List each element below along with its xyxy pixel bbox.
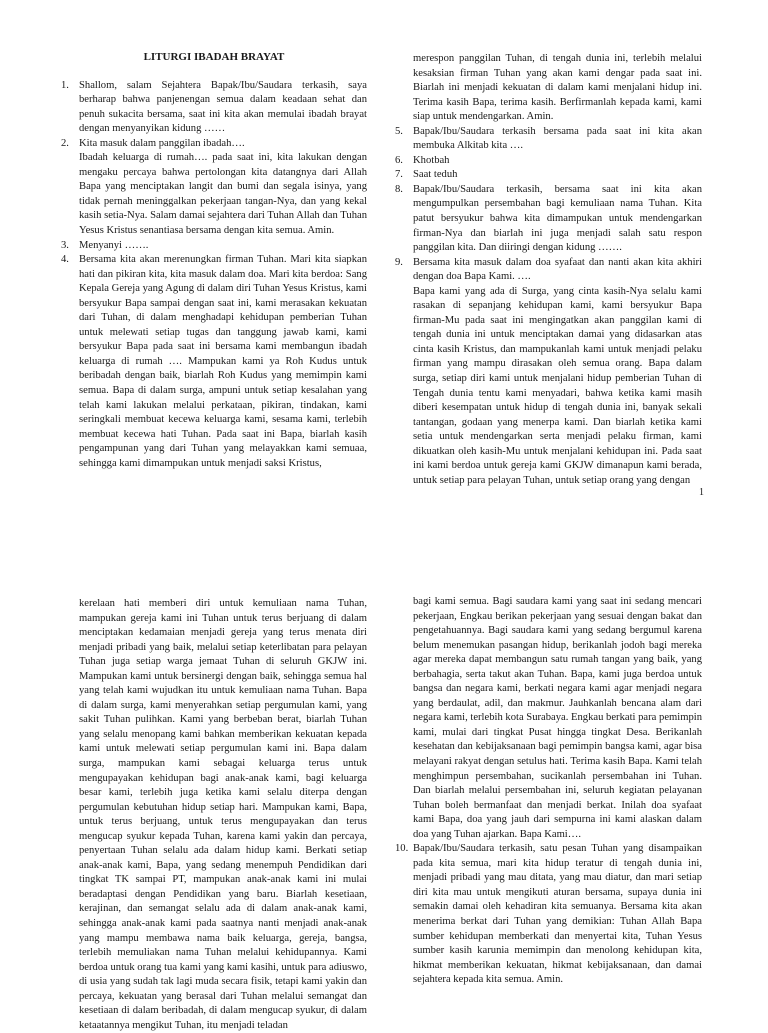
item-number: 10. bbox=[395, 843, 409, 855]
continued-text: bagi kami semua. Bagi saudara kami yang saat ini sedang mencari pekerjaan, Engkau berikan pekerjaan yang sesuai dengan bakat dan pengetahuannya. Bagi saudara kami yang sedang bergumul karena belum menemukan pasangan hidup, berikanlah jodoh bagi mereka agar mereka dapat membangun satu rumah tangan yang baik, yang berbahagia, serta takut akan Tuhan. Bapa, kami juga berdoa untuk bangsa dan negara kami, berkati negara kami agar menjadi negara yang berdaulat, adil, dan makmur. Jauhkanlah bencana alam dari negara kami, terlebih kota Surabaya. Engkau berkati para pemimpin kami, mulai dari tingkat Pusat hingga tingkat Desa. Berikanlah kesehatan dan kebijaksanaan bagi pemimpin bangsa kami, agar bisa melayani rakyat dengan setulus hati. Terima kasih Bapa. Kami telah menghimpun persembahan, sucikanlah persembahan ini Tuhan. Dan biarlah melalui persembahan ini, seluruh kegiatan pelayanan Tuhan boleh bermanfaat dan menjadi berkat. Inilah doa syafaat kami Bapa, doa yang jauh dari sempurna ini kami alaskan dalam doa yang Tuhan ajarkan. Bapa Kami…. bbox=[413, 596, 702, 840]
item-text: Bapak/Ibu/Saudara terkasih, satu pesan Tuhan yang disampaikan pada kita semua, mari kita hidup teratur di tengah dunia ini, menjadi pribadi yang mau ditata, yang mau diatur, dan mari setiap diri kita mau untuk mengikuti aturan bersama, supaya dunia ini semakin damai oleh kehadiran kita semuanya. Bersama kita akan menerima berkat dari Tuhan yang demikian: Tuhan Allah Bapa sumber kehidupan memberkati dan menyertai kita, Tuhan Yesus sumber kasih karunia memimpin dan menolong kehidupan kita, hikmat memberikan kekuatan, hikmat kebijaksanaan, dan damai sejahtera kepada kita semua. Amin. bbox=[413, 843, 702, 986]
item-number: 4. bbox=[61, 254, 69, 266]
item-text: Saat teduh bbox=[413, 169, 458, 181]
document-title: LITURGI IBADAH BRAYAT bbox=[143, 51, 285, 63]
item-text: Bapak/Ibu/Saudara terkasih, bersama saat ini kita akan mengumpulkan persembahan bagi kemuliaan nama Tuhan. Kita patut bersyukur bahwa kita dimampukan untuk mendengarkan firman-Nya dan biarlah ini juga menjadi salah satu respon panggilan kita. Dan diiringi dengan kidung ……. bbox=[413, 183, 702, 254]
document-page-1 bbox=[0, 0, 768, 505]
document-page-2 bbox=[0, 577, 768, 1031]
page-number: 1 bbox=[699, 487, 704, 498]
item-text: Bersama kita akan merenungkan firman Tuhan. Mari kita siapkan hati dan pikiran kita, kita masuk dalam doa. Mari kita berdoa: Sang Kepala Gereja yang Agung di dalam diri Tuhan Yesus Kristus, kami bersyukur Bapa sampai dengan saat ini, kami merasakan kekuatan dari Tuhan, di dalam menghadapi kehidupan pemberian Tuhan untuk melewati setiap tugas dan tanggung jawab kami, kami bersyukur Bapa pada saat ini bersama kami membangun ibadah keluarga di rumah …. Mampukan kami ya Roh Kudus untuk beribadah dengan baik, biarlah Roh Kudus yang memimpin kami semua. Bapa di dalam surga, ampuni untuk setiap kesalahan yang telah kami lakukan melalui perkataan, pikiran, tindakan, kami seringkali membuat kecewa keluarga kami, sesama kami, terlebih membuat kecewa hati Tuhan. Pada saat ini Bapa, biarlah kasih pengampunan yang dari Tuhan yang melayakkan kami semuaa, sehingga kami dimampukan untuk menjadi saksi Kristus, bbox=[79, 254, 367, 469]
liturgy-item-1 bbox=[61, 79, 367, 137]
liturgy-list-left bbox=[61, 79, 367, 472]
item-number: 7. bbox=[395, 169, 403, 181]
liturgy-item-7 bbox=[395, 168, 702, 183]
item-text: Shallom, salam Sejahtera Bapak/Ibu/Saudara terkasih, saya berharap bahwa panjenengan semua dalam keadaan sehat dan penuh sukacita bersama, saat ini kita akan memulai ibadah brayat dengan menyanyikan kidung …… bbox=[79, 79, 367, 135]
liturgy-item-2 bbox=[61, 137, 367, 239]
liturgy-item-8 bbox=[395, 183, 702, 256]
item-text: Bersama kita masuk dalam doa syafaat dan nanti akan kita akhiri dengan doa Bapa Kami. …. bbox=[413, 256, 702, 283]
item-text: Menyanyi ……. bbox=[79, 239, 149, 251]
item-number: 3. bbox=[61, 239, 69, 251]
right-column bbox=[395, 595, 702, 988]
liturgy-item-9 bbox=[395, 256, 702, 489]
continued-text: merespon panggilan Tuhan, di tengah dunia ini, terlebih melalui kesaksian firman Tuhan yang akan kami dengar pada saat ini. Biarlah ini menjadi kekuatan di dalam kami menjalani hidup ini. Terima kasih Bapa, terima kasih. Berfirmanlah kepada kami, kami siap untuk mendengarkan. Amin. bbox=[413, 53, 702, 123]
item-text: Khotbah bbox=[413, 154, 450, 166]
liturgy-item-10 bbox=[395, 842, 702, 987]
liturgy-item-6 bbox=[395, 154, 702, 169]
item-text: Bapa kami yang ada di Surga, yang cinta kasih-Nya selalu kami rasakan di sepanjang kehidupan kami, kami bersyukur Bapa firman-Mu pada saat ini mengingatkan akan panggilan kami di tengah dunia ini untuk menciptakan damai yang didasarkan atas cinta kasih Kristus, dan mampukanlah kami untuk menjadi pelaku firman yang mampu dirasakan oleh semua orang. Bapa dalam surga, setiap diri kami untuk menjalani hidup pemberian Tuhan di Tengah dunia tentu kami menyadari, bahwa ketika kami masih diberi kesempatan untuk hidup di tengah dunia ini, banyak sekali tantangan, godaan yang menerpa kami. Dan biarlah ketika kami setia untuk mendengarkan serta menjadi pelaku firman, kami dikuatkan oleh kasih-Mu untuk menjalani kehidupan ini. Pada saat ini kami berdoa untuk gereja kami GKJW dimanapun kami berada, untuk setiap para pelayan Tuhan, untuk setiap orang yang dengan bbox=[413, 285, 702, 486]
item-number: 5. bbox=[395, 125, 403, 137]
continued-text: kerelaan hati memberi diri untuk kemuliaan nama Tuhan, mampukan gereja kami ini Tuhan untuk terus berjuang di dalam menciptakan kedamaian menjadi gereja yang terus menata diri menjadi pribadi yang baik, melalui setiap keterlibatan para pelayan Tuhan juga setiap warga jemaat Tuhan di seluruh GKJW ini. Mampukan kami untuk bersinergi dengan baik, sehingga semua hal yang telah kami wujudkan itu untuk kemuliaan nama Tuhan. Bapa di dalam surga, kami menyerahkan setiap pergumulan kami, yang sakit Tuhan pulihkan. Kami yang berbeban berat, biarlah Tuhan yang selalu menopang kami bahkan memberikan kekuatan kepada kami untuk melewati setiap pergumulan kami ini. Bapa dalam surga, mampukan kami sebagai keluarga terus untuk mengupayakan kehidupan bagi anak-anak kami, bagi keluarga besar kami, terlebih juga ketika kami selalu diterpa dengan pergumulan kebutuhan hidup setiap hari. Mampukan kami, Bapa, untuk terus berjuang, untuk terus mengupayakan dan terus mengucap syukur kepada Tuhan, karena kami yakin dan percaya, penyertaan Tuhan selalu ada dalam hidup kami. Berkati setiap anak-anak kami, Bapa, yang sedang menempuh Pendidikan dari tingkat TK sampai PT, mampukan anak-anak kami ini mulai beradaptasi dengan Pendidikan yang baru. Biarlah kesetiaan, kerajinan, dan semangat selalu ada di dalam anak-anak kami, sehingga anak-anak kami pada saatnya nanti menjadi anak-anak yang mampu membawa nama baik keluarga, gereja, bangsa, terlebih memuliakan nama Tuhan melalui kehidupannya. Kami berdoa untuk orang tua kami yang kami kasihi, untuk para adiuswo, di usia yang sudah tak lagi muda secara fisik, tetapi kami yakin dan percaya, kekuatan yang berasal dari Tuhan melalui semangat dan kesetiaan di dalam beribadah, di dalam mengucap syukur, di dalam ketaatannya mengikut Tuhan, itu menjadi teladan bbox=[79, 598, 367, 1031]
liturgy-item-5 bbox=[395, 125, 702, 154]
left-column bbox=[61, 50, 367, 471]
item-number: 9. bbox=[395, 256, 403, 268]
liturgy-list-right bbox=[395, 125, 702, 489]
page-gap bbox=[0, 505, 768, 577]
item-number: 2. bbox=[61, 137, 69, 149]
liturgy-item-3 bbox=[61, 239, 367, 254]
item-text: Bapak/Ibu/Saudara terkasih bersama pada saat ini kita akan membuka Alkitab kita …. bbox=[413, 125, 702, 152]
liturgy-item-4 bbox=[61, 253, 367, 471]
item-number: 8. bbox=[395, 183, 403, 195]
right-column bbox=[395, 52, 702, 488]
item-number: 6. bbox=[395, 154, 403, 166]
item-text: Ibadah keluarga di rumah…. pada saat ini, kita lakukan dengan mengaku percaya bahwa pertolongan kita datangnya dari Allah Bapa yang menciptakan langit dan bumi dan segala isinya, yang tidak pernah meninggalkan pekerjaan tangan-Nya, dan yang kekal kasih setia-Nya. Salam damai sejahtera dari Tuhan Allah dan Tuhan Yesus Kristus senantiasa bersama dengan kita semua. Amin. bbox=[79, 152, 367, 237]
liturgy-list-right bbox=[395, 842, 702, 987]
left-column bbox=[61, 597, 367, 1033]
item-text: Kita masuk dalam panggilan ibadah…. bbox=[79, 137, 245, 149]
item-number: 1. bbox=[61, 79, 69, 91]
